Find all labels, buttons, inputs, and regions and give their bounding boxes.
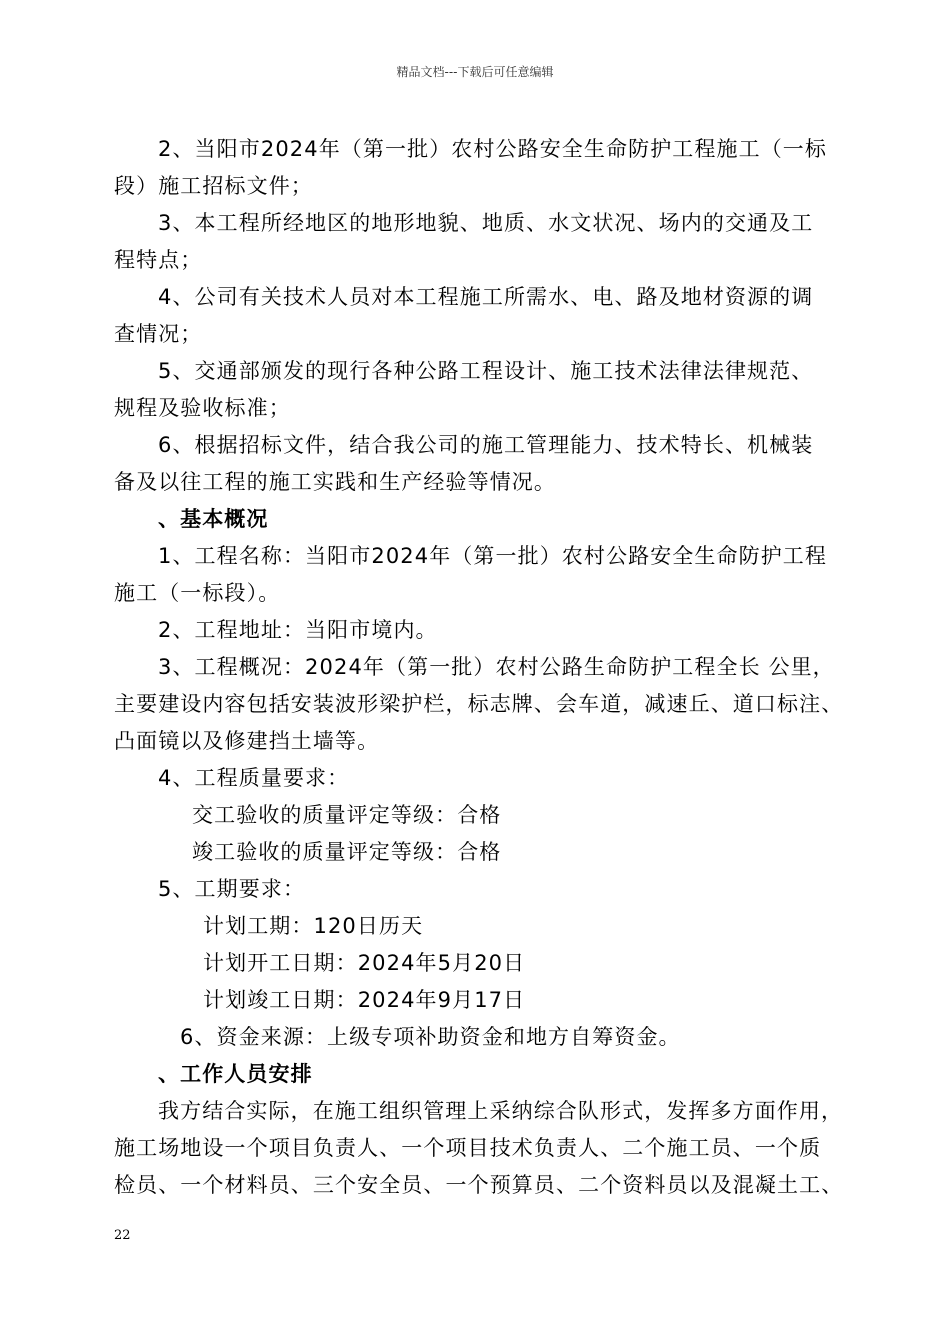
text-line: 施工场地设一个项目负责人、一个项目技术负责人、二个施工员、一个质 bbox=[114, 1136, 822, 1160]
text-line: 6、资金来源：上级专项补助资金和地方自筹资金。 bbox=[180, 1025, 681, 1049]
text-line: 5、工期要求： bbox=[158, 877, 306, 901]
text-line: 备及以往工程的施工实践和生产经验等情况。 bbox=[114, 470, 556, 494]
text-line: 3、工程概况：2024年（第一批）农村公路生命防护工程全长 公里， bbox=[158, 655, 835, 679]
text-line: 检员、一个材料员、三个安全员、一个预算员、二个资料员以及混凝土工、 bbox=[114, 1173, 844, 1197]
text-line: 1、工程名称：当阳市2024年（第一批）农村公路安全生命防护工程 bbox=[158, 544, 828, 568]
text-line: 6、根据招标文件，结合我公司的施工管理能力、技术特长、机械装 bbox=[158, 433, 814, 457]
text-line: 凸面镜以及修建挡土墙等。 bbox=[114, 729, 380, 753]
text-line: 2、当阳市2024年（第一批）农村公路安全生命防护工程施工（一标 bbox=[158, 137, 828, 161]
text-line: 主要建设内容包括安装波形梁护栏，标志牌、会车道，减速丘、道口标注、 bbox=[114, 692, 844, 716]
text-line: 规程及验收标准； bbox=[114, 396, 291, 420]
page-number: 22 bbox=[114, 1228, 131, 1243]
text-line: 2、工程地址：当阳市境内。 bbox=[158, 618, 438, 642]
text-line: 交工验收的质量评定等级：合格 bbox=[192, 803, 502, 827]
section-heading: 、基本概况 bbox=[158, 507, 269, 531]
text-line: 4、工程质量要求： bbox=[158, 766, 350, 790]
text-line: 程特点； bbox=[114, 248, 203, 272]
text-line: 5、交通部颁发的现行各种公路工程设计、施工技术法律法律规范、 bbox=[158, 359, 814, 383]
text-line: 计划竣工日期：2024年9月17日 bbox=[203, 988, 526, 1012]
text-line: 4、公司有关技术人员对本工程施工所需水、电、路及地材资源的调 bbox=[158, 285, 814, 309]
text-line: 计划工期：120日历天 bbox=[203, 914, 424, 938]
text-line: 3、本工程所经地区的地形地貌、地质、水文状况、场内的交通及工 bbox=[158, 211, 814, 235]
text-line: 我方结合实际，在施工组织管理上采纳综合队形式，发挥多方面作用， bbox=[158, 1099, 844, 1123]
text-line: 段）施工招标文件； bbox=[114, 174, 313, 198]
page-header: 精品文档---下载后可任意编辑 bbox=[396, 65, 554, 79]
text-line: 计划开工日期：2024年5月20日 bbox=[203, 951, 526, 975]
section-heading: 、工作人员安排 bbox=[158, 1062, 313, 1086]
text-line: 竣工验收的质量评定等级：合格 bbox=[192, 840, 502, 864]
text-line: 施工（一标段）。 bbox=[114, 581, 281, 605]
text-line: 查情况； bbox=[114, 322, 203, 346]
